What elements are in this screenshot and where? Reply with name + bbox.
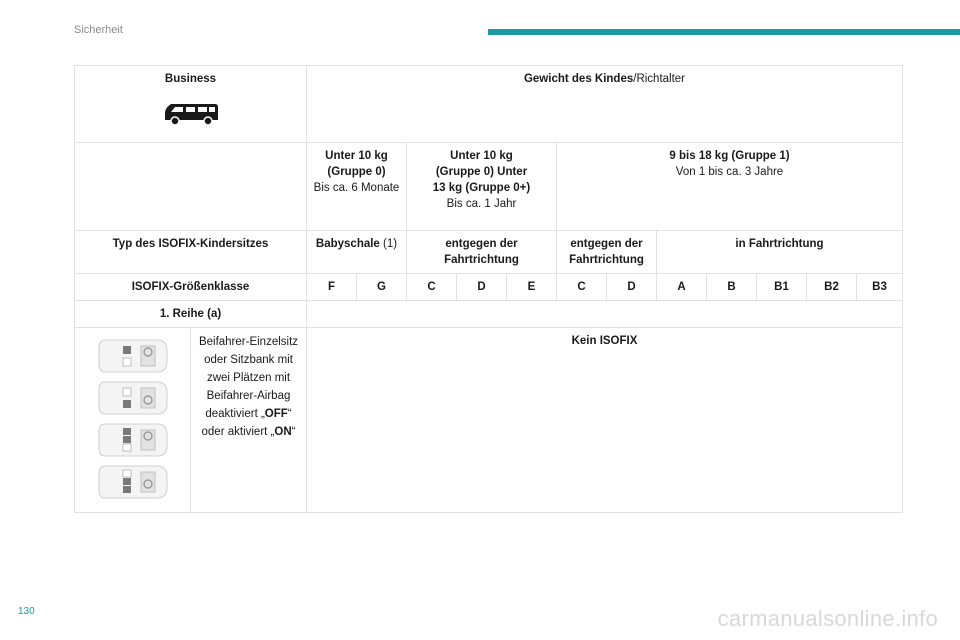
size-class-cell: B2 bbox=[807, 274, 857, 301]
size-class-cell: C bbox=[557, 274, 607, 301]
vehicle-cell bbox=[75, 66, 307, 143]
airbag-on-label: ON bbox=[274, 426, 292, 438]
group-2-weight: 9 bis 18 kg (Gruppe 1) bbox=[669, 150, 790, 162]
weight-header-bold: Gewicht des Kindes bbox=[523, 73, 634, 85]
header-accent-bar bbox=[488, 29, 960, 35]
airbag-off-label: OFF bbox=[264, 408, 288, 420]
seat-description-text-1: Beifahrer-Einzelsitz oder Sitzbank mit zwei Plätzen mit Beifahrer-Airbag deaktiviert „ bbox=[198, 336, 299, 420]
seat-description bbox=[191, 328, 307, 513]
seat-diagram-cell bbox=[75, 328, 191, 513]
seat-type-label: Typ des ISOFIX-Kindersitzes bbox=[75, 231, 307, 274]
group-1-age: Bis ca. 1 Jahr bbox=[446, 198, 517, 210]
size-class-cell: C bbox=[407, 274, 457, 301]
vehicle-label: Business bbox=[164, 73, 217, 85]
row-label: 1. Reihe (a) bbox=[75, 301, 307, 328]
size-class-cell: F bbox=[307, 274, 357, 301]
group-1-weight: Unter 10 kg (Gruppe 0) Unter 13 kg (Gruppe 0+) bbox=[432, 150, 531, 194]
group-cell-1 bbox=[407, 143, 557, 231]
size-class-cell: G bbox=[357, 274, 407, 301]
page-number: 130 bbox=[18, 606, 35, 617]
size-class-cell: D bbox=[457, 274, 507, 301]
seat-layout-icon bbox=[97, 464, 169, 500]
group-0-age: Bis ca. 6 Monate bbox=[313, 182, 400, 194]
empty-cell bbox=[307, 301, 903, 328]
babyschale-note: (1) bbox=[379, 238, 398, 250]
seat-layout-icon bbox=[97, 338, 169, 374]
babyschale-label: Babyschale bbox=[315, 238, 380, 250]
size-class-label: ISOFIX-Größenklasse bbox=[75, 274, 307, 301]
empty-cell bbox=[75, 143, 307, 231]
size-class-cell: E bbox=[507, 274, 557, 301]
seat-description-text-2: “ oder aktiviert „ bbox=[201, 408, 292, 438]
weight-header bbox=[307, 66, 903, 143]
seat-type-rear-facing-2: entgegen der Fahrtrichtung bbox=[557, 231, 657, 274]
size-class-cell: B bbox=[707, 274, 757, 301]
size-class-cell: B1 bbox=[757, 274, 807, 301]
group-0-weight: Unter 10 kg (Gruppe 0) bbox=[325, 150, 388, 178]
seat-type-babyschale bbox=[307, 231, 407, 274]
seat-layout-icon bbox=[97, 380, 169, 416]
size-class-cell: B3 bbox=[857, 274, 903, 301]
seat-type-rear-facing-1: entgegen der Fahrtrichtung bbox=[407, 231, 557, 274]
isofix-table bbox=[74, 65, 903, 513]
section-title: Sicherheit bbox=[74, 24, 123, 36]
group-2-age: Von 1 bis ca. 3 Jahre bbox=[675, 166, 784, 178]
van-icon bbox=[161, 101, 221, 127]
group-cell-0 bbox=[307, 143, 407, 231]
weight-header-rest: /Richtalter bbox=[633, 73, 686, 85]
seat-layout-icon bbox=[97, 422, 169, 458]
seat-description-text-3: “ bbox=[291, 426, 296, 438]
group-cell-2 bbox=[557, 143, 903, 231]
size-class-cell: D bbox=[607, 274, 657, 301]
isofix-result: Kein ISOFIX bbox=[307, 328, 903, 513]
watermark: carmanualsonline.info bbox=[717, 606, 938, 631]
size-class-cell: A bbox=[657, 274, 707, 301]
seat-type-forward-facing: in Fahrtrichtung bbox=[657, 231, 903, 274]
